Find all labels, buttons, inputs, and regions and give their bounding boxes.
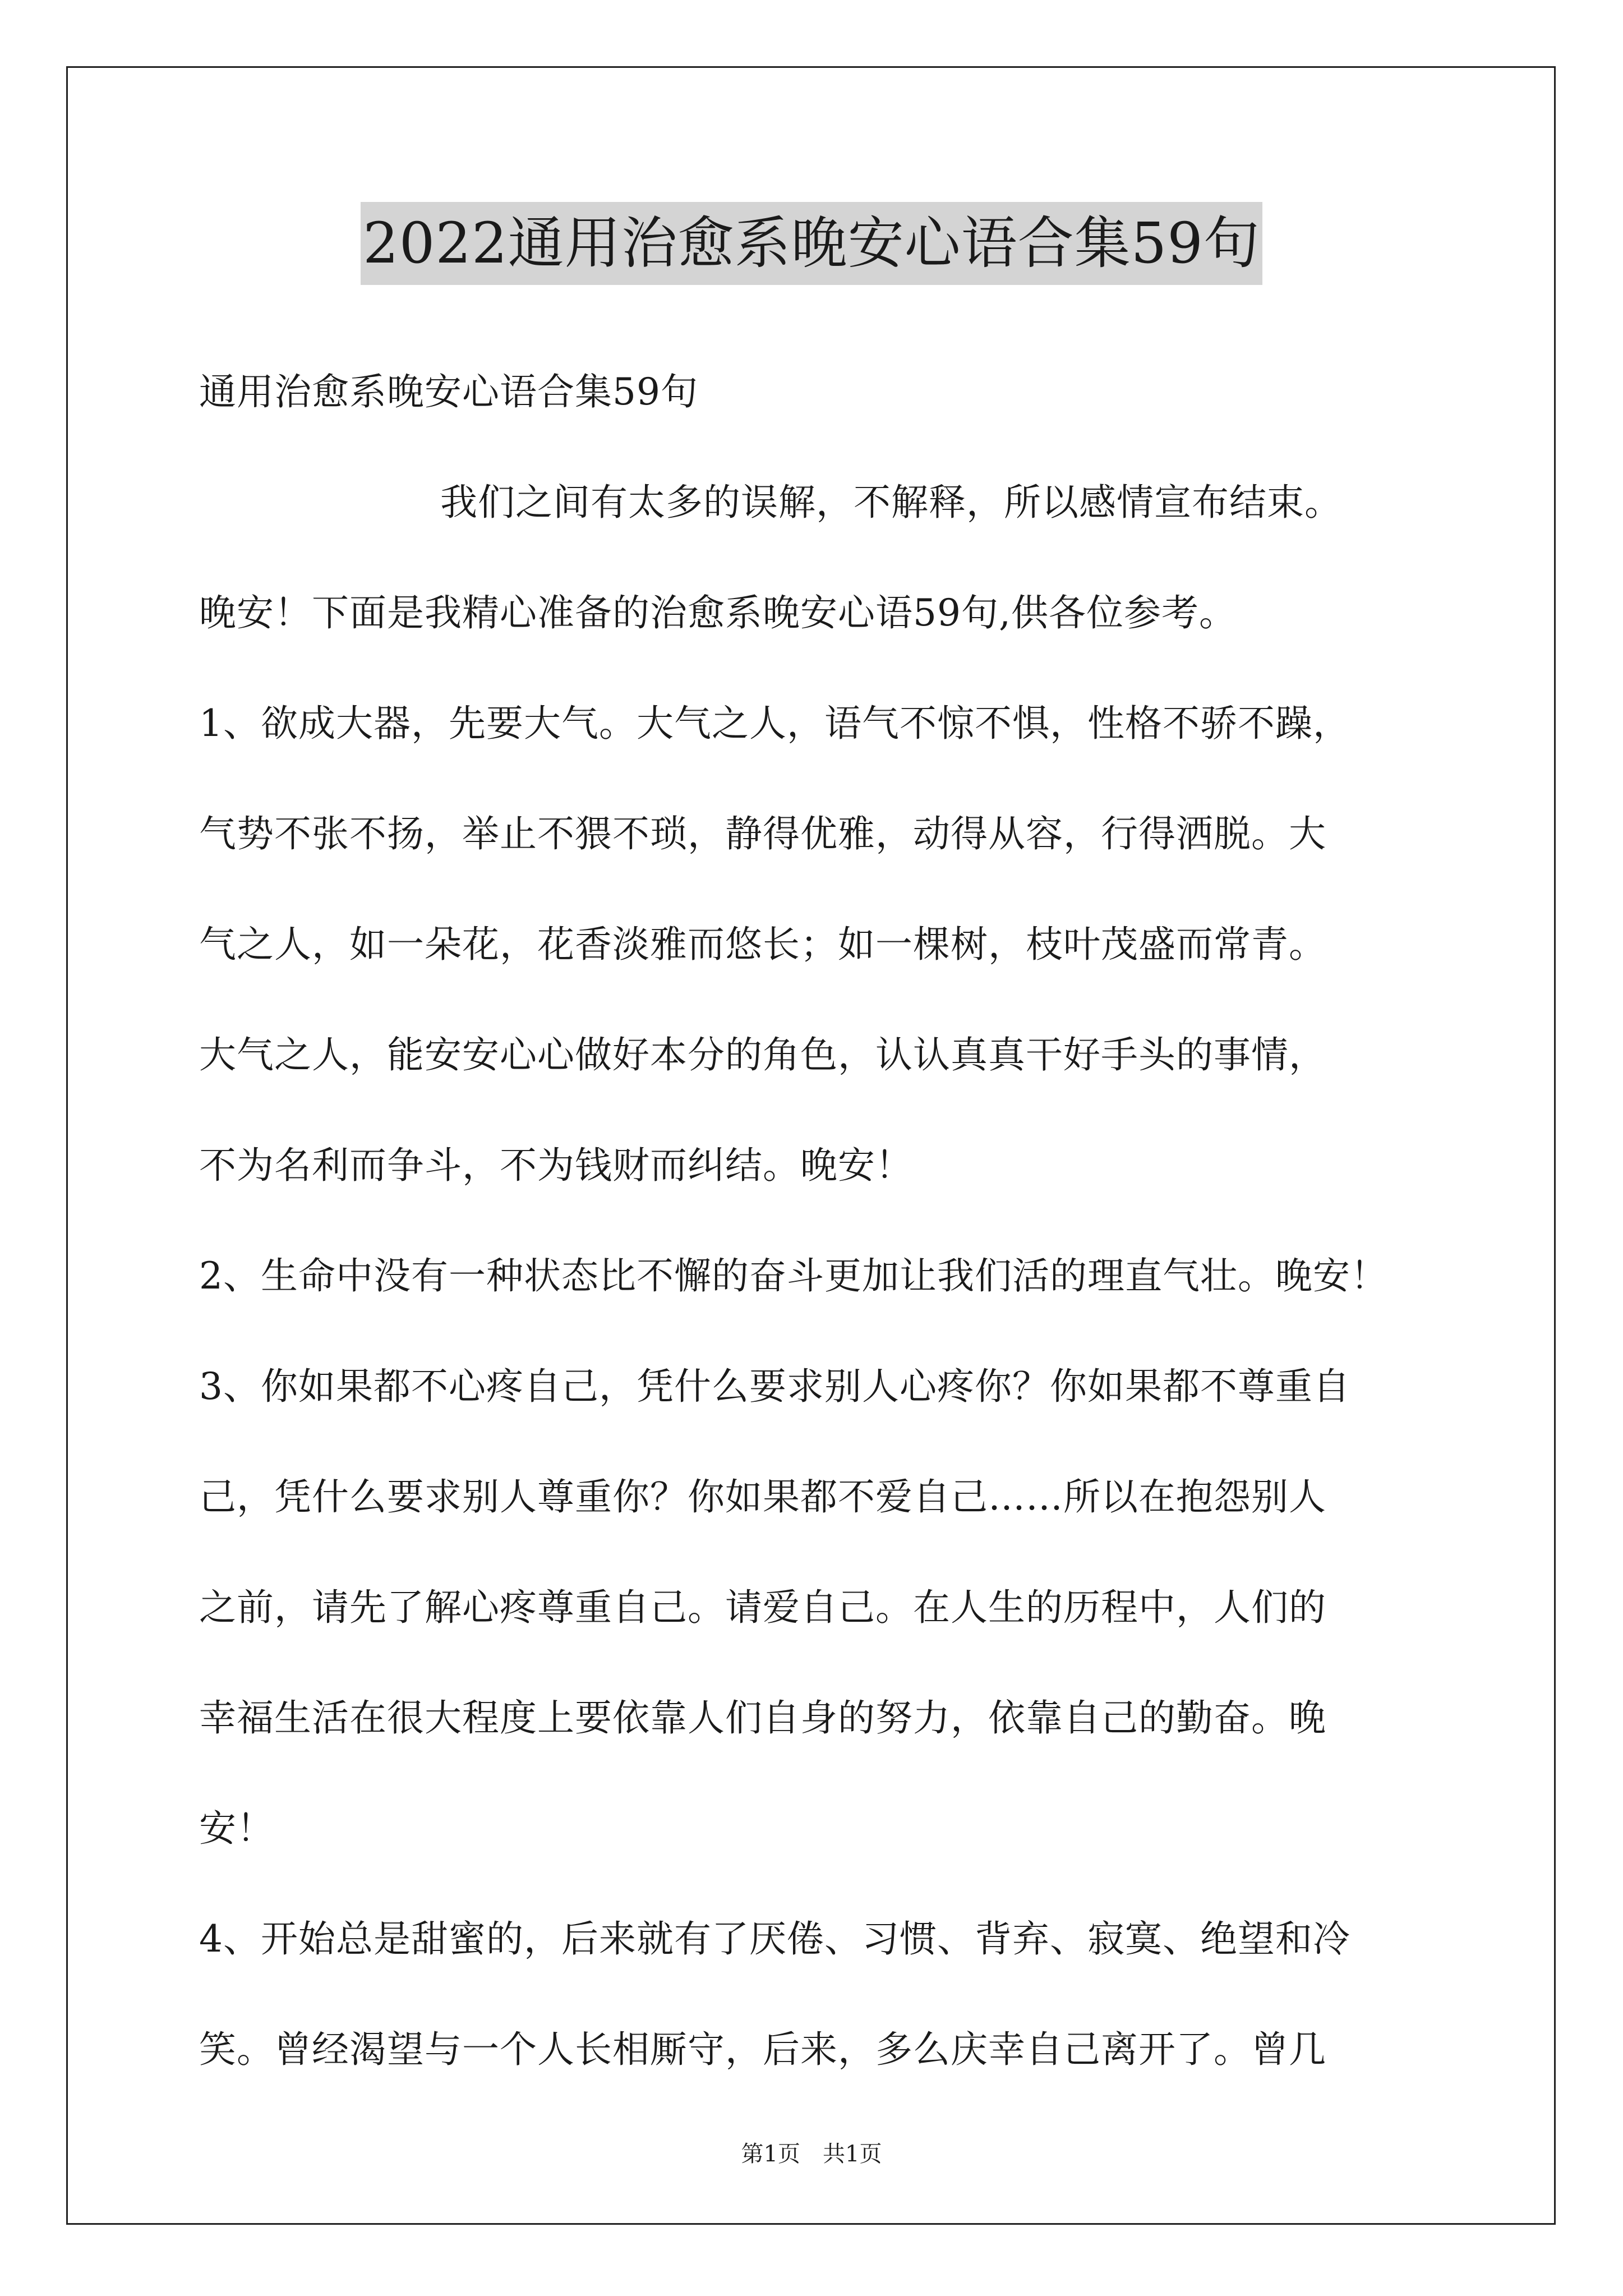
text-line: 之前，请先了解心疼尊重自己。请爱自己。在人生的历程中，人们的: [199, 1586, 1326, 1629]
text-line: 不为名利而争斗，不为钱财而纠结。晚安！: [199, 1144, 913, 1187]
text-line: 晚安！下面是我精心准备的治愈系晚安心语59句,供各位参考。: [199, 591, 1237, 634]
text-line: 1、欲成大器，先要大气。大气之人，语气不惊不惧，性格不骄不躁，: [199, 702, 1350, 745]
document-title: 2022通用治愈系晚安心语合集59句: [361, 202, 1262, 285]
page-total: 共1页: [823, 2141, 882, 2167]
text-line: 气之人，如一朵花，花香淡雅而悠长；如一棵树，枝叶茂盛而常青。: [199, 923, 1326, 966]
text-line: 笑。曾经渴望与一个人长相厮守，后来，多么庆幸自己离开了。曾几: [199, 2028, 1326, 2071]
text-line: 大气之人，能安安心心做好本分的角色，认认真真干好手头的事情，: [199, 1033, 1326, 1076]
document-body: [199, 337, 1433, 2105]
subtitle-line: 通用治愈系晚安心语合集59句: [199, 370, 698, 413]
text-line: 我们之间有太多的误解，不解释，所以感情宣布结束。: [440, 481, 1342, 524]
text-line: 幸福生活在很大程度上要依靠人们自身的努力，依靠自己的勤奋。晚: [199, 1696, 1326, 1740]
text-line: 4、开始总是甜蜜的，后来就有了厌倦、习惯、背弃、寂寞、绝望和冷: [199, 1917, 1350, 1961]
page-footer: [0, 2137, 1623, 2171]
text-line: 己，凭什么要求别人尊重你？你如果都不爱自己……所以在抱怨别人: [199, 1475, 1326, 1519]
text-line: 气势不张不扬，举止不猥不琐，静得优雅，动得从容，行得洒脱。大: [199, 812, 1326, 855]
text-line: 2、生命中没有一种状态比不懈的奋斗更加让我们活的理直气壮。晚安！: [199, 1254, 1388, 1297]
text-line: 3、你如果都不心疼自己，凭什么要求别人心疼你？你如果都不尊重自: [199, 1365, 1350, 1408]
page-number: 第1页: [741, 2141, 800, 2167]
text-line: 安！: [199, 1807, 274, 1850]
title-container: [0, 202, 1623, 285]
